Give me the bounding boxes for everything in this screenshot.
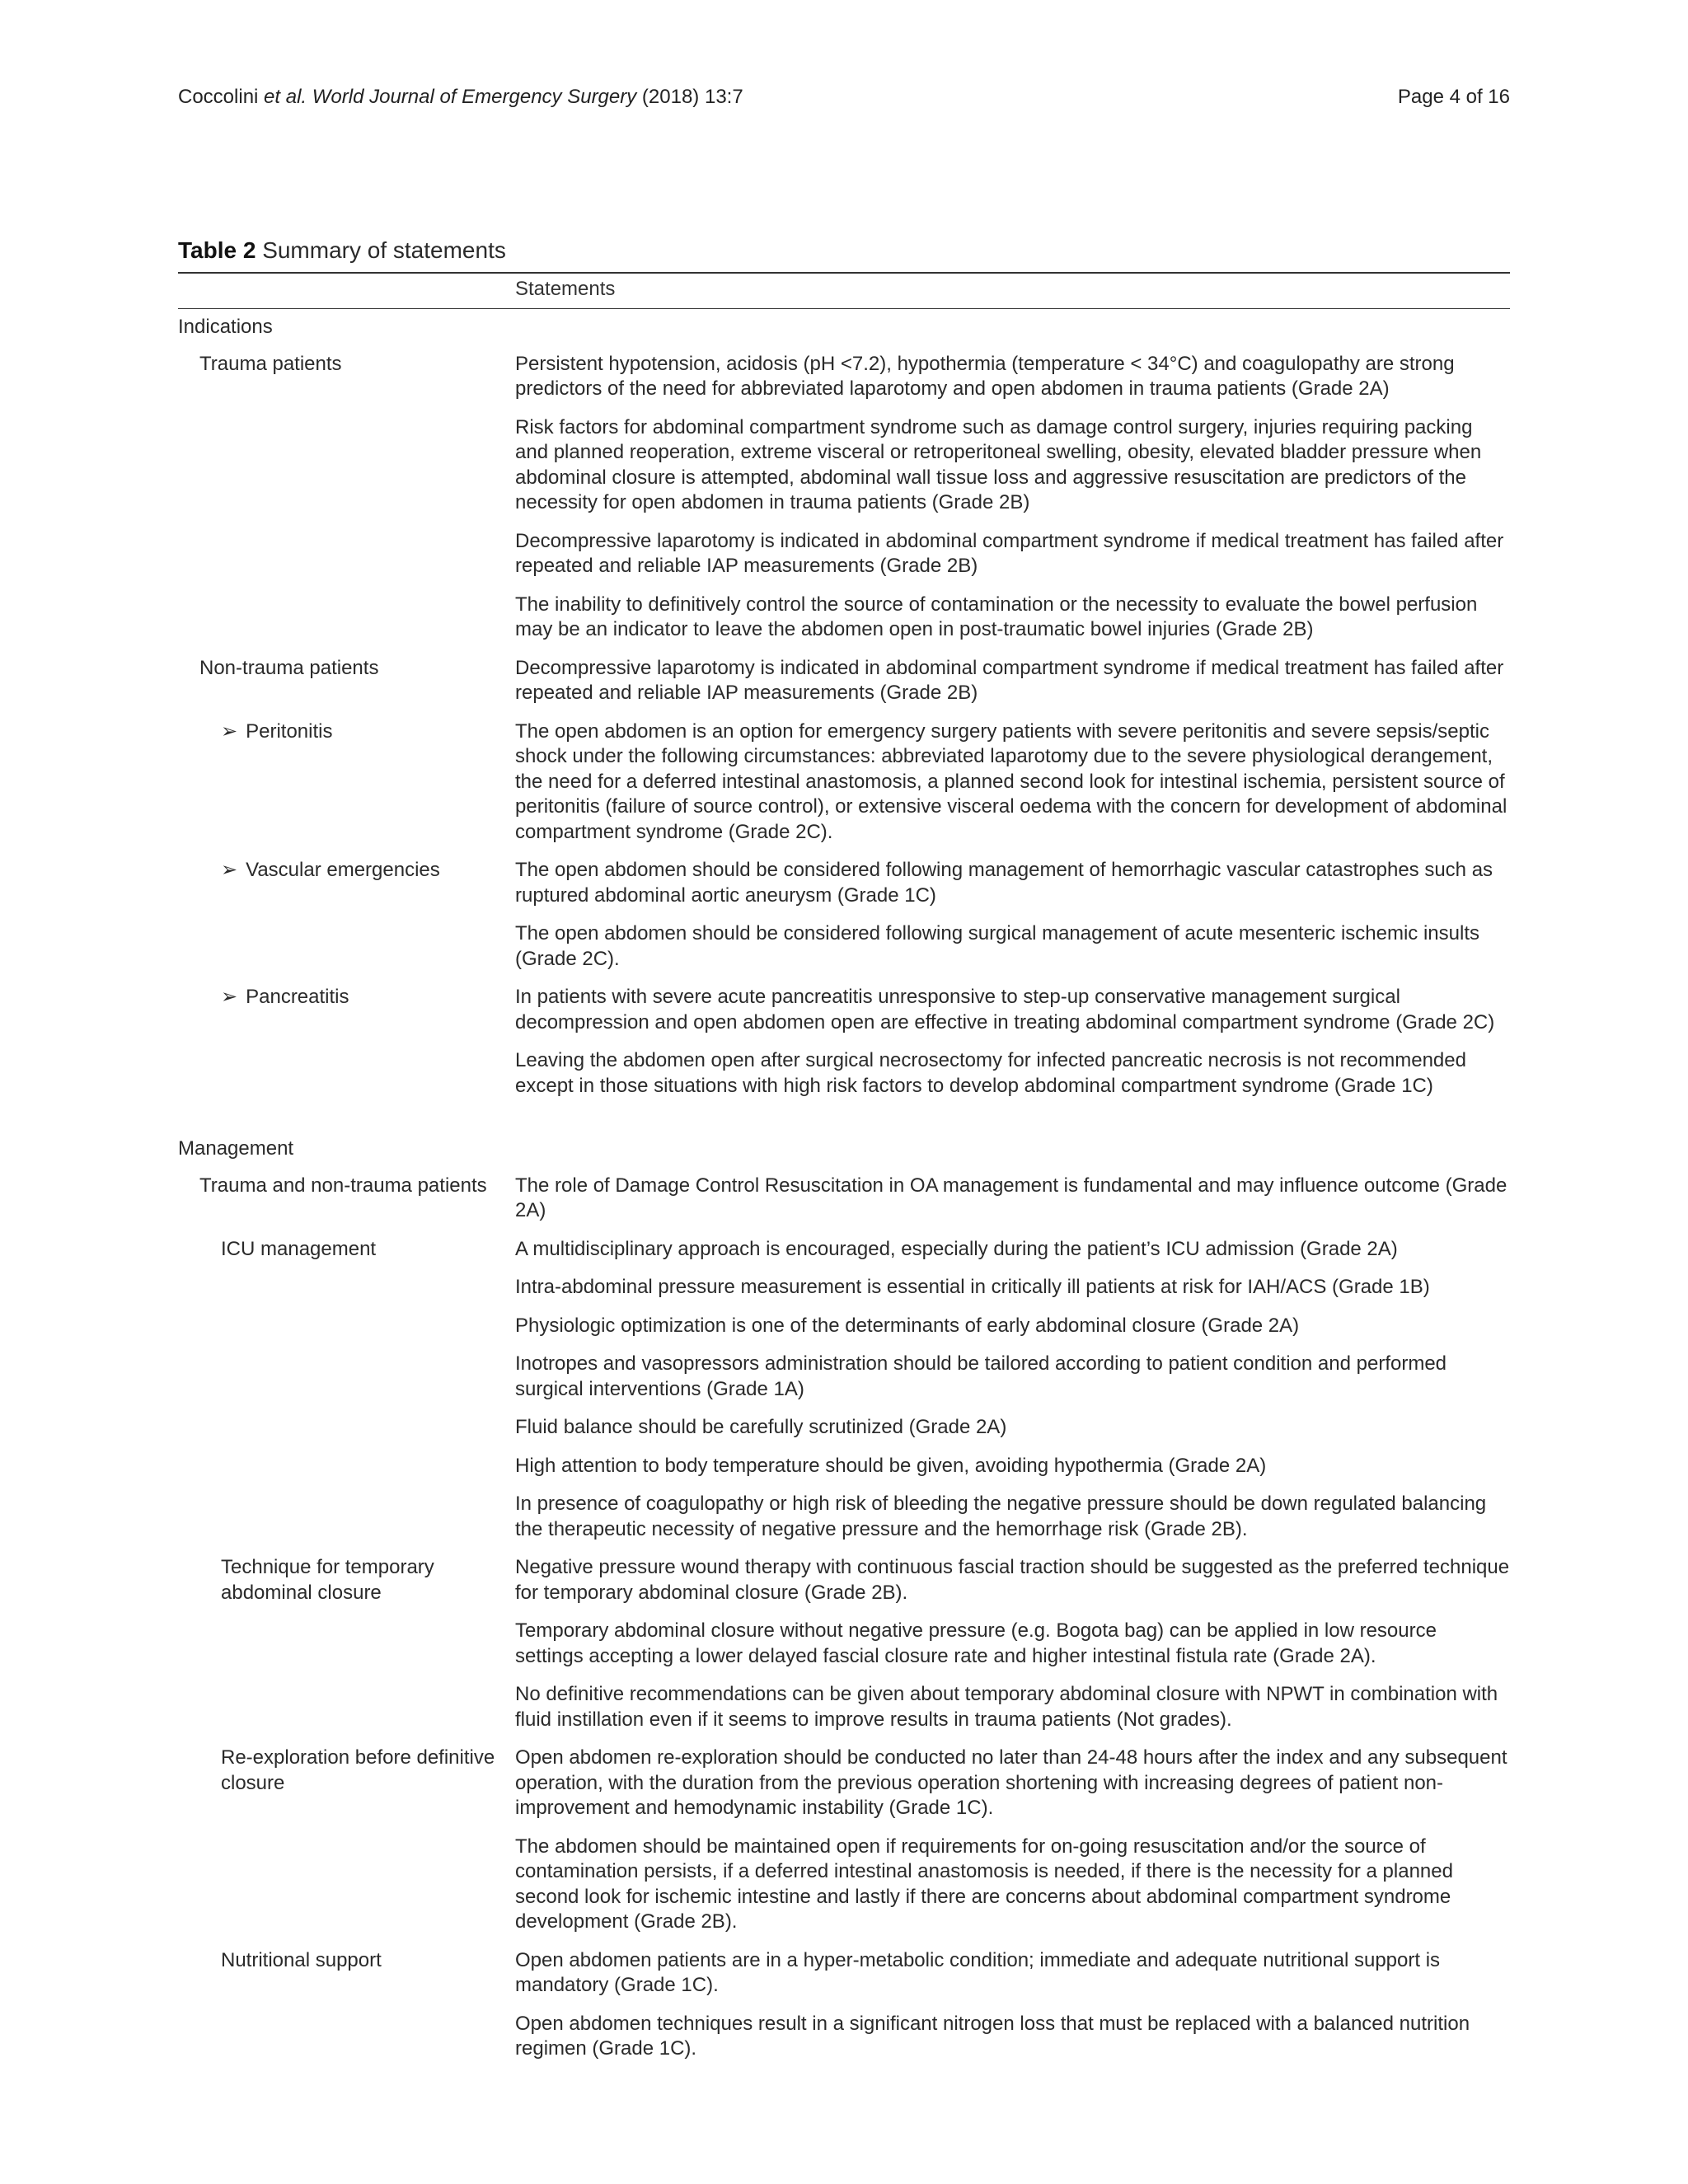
header-rule [178,308,1510,309]
row-label [178,656,515,706]
statement-text: Physiologic optimization is one of the determinants of early abdominal closure (Grade 2A) [515,1314,1300,1337]
statement-text: Decompressive laparotomy is indicated in abdominal compartment syndrome if medical treatment has failed after repeated and reliable IAP measurements (Grade 2B) [515,529,1504,577]
row-label [178,1174,515,1224]
year-volume: (2018) 13:7 [641,86,743,108]
table-label: Table 2 [178,237,256,263]
table-row [178,1352,1510,1402]
authors: Coccolini [178,86,259,108]
row-label [178,1352,515,1402]
row-label [178,1237,515,1263]
statement-text: Leaving the abdomen open after surgical necrosectomy for infected pancreatic necrosis is not recommended except in those situations with high risk factors to develop abdominal compartment syndrome (Grade 1C) [515,1049,1466,1097]
row-label-text: Trauma patients [199,352,342,375]
statement-text: Temporary abdominal closure without negative pressure (e.g. Bogota bag) can be applied in low resource settings accepting a lower delayed fascial closure rate and higher intestinal fistula rate (Grade 2A). [515,1619,1437,1667]
statement-text: In presence of coagulopathy or high risk of bleeding the negative pressure should be down regulated balancing the therapeutic necessity of negative pressure and the hemorrhage risk (Grade 2B). [515,1493,1487,1540]
statement-text: The role of Damage Control Resuscitation in OA management is fundamental and may influence outcome (Grade 2A) [515,1174,1507,1221]
table-row [178,1174,1510,1224]
table-row [178,1314,1510,1339]
table-row [178,1682,1510,1732]
row-label-text: Non-trauma patients [199,656,379,679]
row-label-text: Technique for temporary abdominal closure [221,1556,434,1604]
arrow-bullet-icon: ➢ [221,859,238,881]
statement-text [515,1137,1510,1162]
row-label [178,352,515,402]
row-label-text: Management [178,1137,294,1160]
row-label [178,315,515,340]
arrow-bullet-icon: ➢ [221,719,238,743]
table-row [178,1415,1510,1441]
row-label [178,1275,515,1301]
row-label [178,2012,515,2062]
et-al: et al. [264,86,307,108]
statements-table [178,315,1510,2075]
statement-text: Open abdomen re-exploration should be conducted no later than 24-48 hours after the index and any subsequent operation, with the duration from the previous operation shortening with increasing degrees of patient non-improvement and hemodynamic instability (Grade 1C). [515,1746,1507,1819]
statement-text: Negative pressure wound therapy with continuous fascial traction should be suggested as the preferred technique for temporary abdominal closure (Grade 2B). [515,1556,1510,1604]
statement-text: The open abdomen is an option for emergency surgery patients with severe peritonitis and severe sepsis/septic shock under the following circumstances: abbreviated laparotomy due to the severe physiological derangement, the need for a deferred intestinal anastomosis, a planned second look for intestinal ischemia, persistent source of peritonitis (failure of source control), or extensive visceral oedema with the concern for development of abdominal compartment syndrome (Grade 2C). [515,719,1507,843]
row-label-text: Pancreatitis [246,986,349,1008]
table-row [178,1492,1510,1542]
row-label-text: Re-exploration before definitive closure [221,1746,495,1794]
row-label [178,1454,515,1479]
row-label-text: ICU management [221,1237,377,1260]
statement-text: Persistent hypotension, acidosis (pH <7.2), hypothermia (temperature < 34°C) and coagulopathy are strong predictors of the need for abbreviated laparotomy and open abdomen in trauma patients (Grade 2A) [515,352,1455,400]
row-label [178,1746,515,1821]
table-row [178,656,1510,706]
row-label-text: Indications [178,316,273,338]
table-row [178,1835,1510,1935]
statement-text: Open abdomen patients are in a hyper-metabolic condition; immediate and adequate nutritional support is mandatory (Grade 1C). [515,1948,1441,1996]
table-row [178,529,1510,579]
page-number: Page 4 of 16 [1397,86,1510,108]
table-row [178,858,1510,908]
row-label [178,1948,515,1999]
table-row [178,1454,1510,1479]
row-label [178,1555,515,1605]
row-label [178,1835,515,1935]
table-row [178,2012,1510,2062]
row-label [178,719,515,846]
statement-text: Risk factors for abdominal compartment syndrome such as damage control surgery, injuries requiring packing and planned reoperation, extreme visceral or retroperitoneal swelling, obesity, elevated bladder pressure when abdominal closure is attempted, abdominal wall tissue loss and aggressive resuscitation are predictors of the necessity for open abdomen in trauma patients (Grade 2B) [515,415,1482,513]
statement-text: Inotropes and vasopressors administration should be tailored according to patient condition and performed surgical interventions (Grade 1A) [515,1352,1447,1400]
statement-text: The open abdomen should be considered following surgical management of acute mesenteric ischemic insults (Grade 2C). [515,922,1479,970]
row-label [178,1682,515,1732]
arrow-bullet-icon: ➢ [221,986,238,1008]
statement-text: No definitive recommendations can be given about temporary abdominal closure with NPWT in combination with fluid instillation even if it seems to improve results in trauma patients (Not grades). [515,1683,1498,1731]
row-label [178,1048,515,1099]
row-label [178,415,515,516]
table-row [178,352,1510,402]
table-row [178,985,1510,1035]
row-label-text: Vascular emergencies [246,859,440,881]
statement-text: Fluid balance should be carefully scrutinized (Grade 2A) [515,1416,1007,1438]
row-label [178,529,515,579]
table-row [178,415,1510,516]
statement-text: In patients with severe acute pancreatitis unresponsive to step-up conservative management surgical decompression and open abdomen open are effective in treating abdominal compartment syndrome (Grade 2C) [515,986,1495,1033]
row-label [178,593,515,643]
table-row [178,921,1510,972]
table-row [178,1948,1510,1999]
statement-text: The inability to definitively control the source of contamination or the necessity to evaluate the bowel perfusion may be an indicator to leave the abdomen open in post-traumatic bowel injuries (Grade 2B) [515,593,1478,640]
row-label-text: Trauma and non-trauma patients [199,1174,487,1197]
statement-text: Decompressive laparotomy is indicated in abdominal compartment syndrome if medical treatment has failed after repeated and reliable IAP measurements (Grade 2B) [515,656,1504,704]
table-row [178,1237,1510,1263]
row-label [178,921,515,972]
section-gap [178,1112,1510,1137]
table-row [178,1275,1510,1301]
row-label [178,858,515,908]
table-top-rule [178,272,1510,274]
row-label [178,1492,515,1542]
row-label [178,1415,515,1441]
running-header [178,86,1510,109]
citation [178,86,743,109]
table-title: Summary of statements [262,237,506,263]
statement-text: Intra-abdominal pressure measurement is essential in critically ill patients at risk for IAH/ACS (Grade 1B) [515,1276,1430,1298]
table-section-row [178,1137,1510,1162]
row-label-text: Peritonitis [246,719,333,743]
statement-text: The abdomen should be maintained open if requirements for on-going resuscitation and/or the source of contamination persists, if a deferred intestinal anastomosis is needed, if there is the necessity for a planned second look for ischemic intestine and lastly if there are concerns about abdominal compartment syndrome development (Grade 2B). [515,1835,1453,1933]
row-label-text: Nutritional support [221,1948,382,1971]
journal-name: World Journal of Emergency Surgery [312,86,637,108]
table-row [178,593,1510,643]
table-row [178,719,1510,846]
row-label [178,1619,515,1669]
table-row [178,1048,1510,1099]
statement-text: High attention to body temperature should be given, avoiding hypothermia (Grade 2A) [515,1454,1267,1477]
table-row [178,1619,1510,1669]
statement-text: Open abdomen techniques result in a significant nitrogen loss that must be replaced with a balanced nutrition regimen (Grade 1C). [515,2012,1470,2060]
statement-text: A multidisciplinary approach is encouraged, especially during the patient’s ICU admission (Grade 2A) [515,1237,1398,1260]
row-label [178,1314,515,1339]
table-row [178,1746,1510,1821]
table-section-row [178,315,1510,340]
table-row [178,1555,1510,1605]
statement-text [515,315,1510,340]
table-caption [178,237,506,264]
statement-text: The open abdomen should be considered following management of hemorrhagic vascular catastrophes such as ruptured abdominal aortic aneurysm (Grade 1C) [515,859,1493,907]
row-label [178,1137,515,1162]
row-label [178,985,515,1035]
column-header-statements: Statements [515,278,616,300]
